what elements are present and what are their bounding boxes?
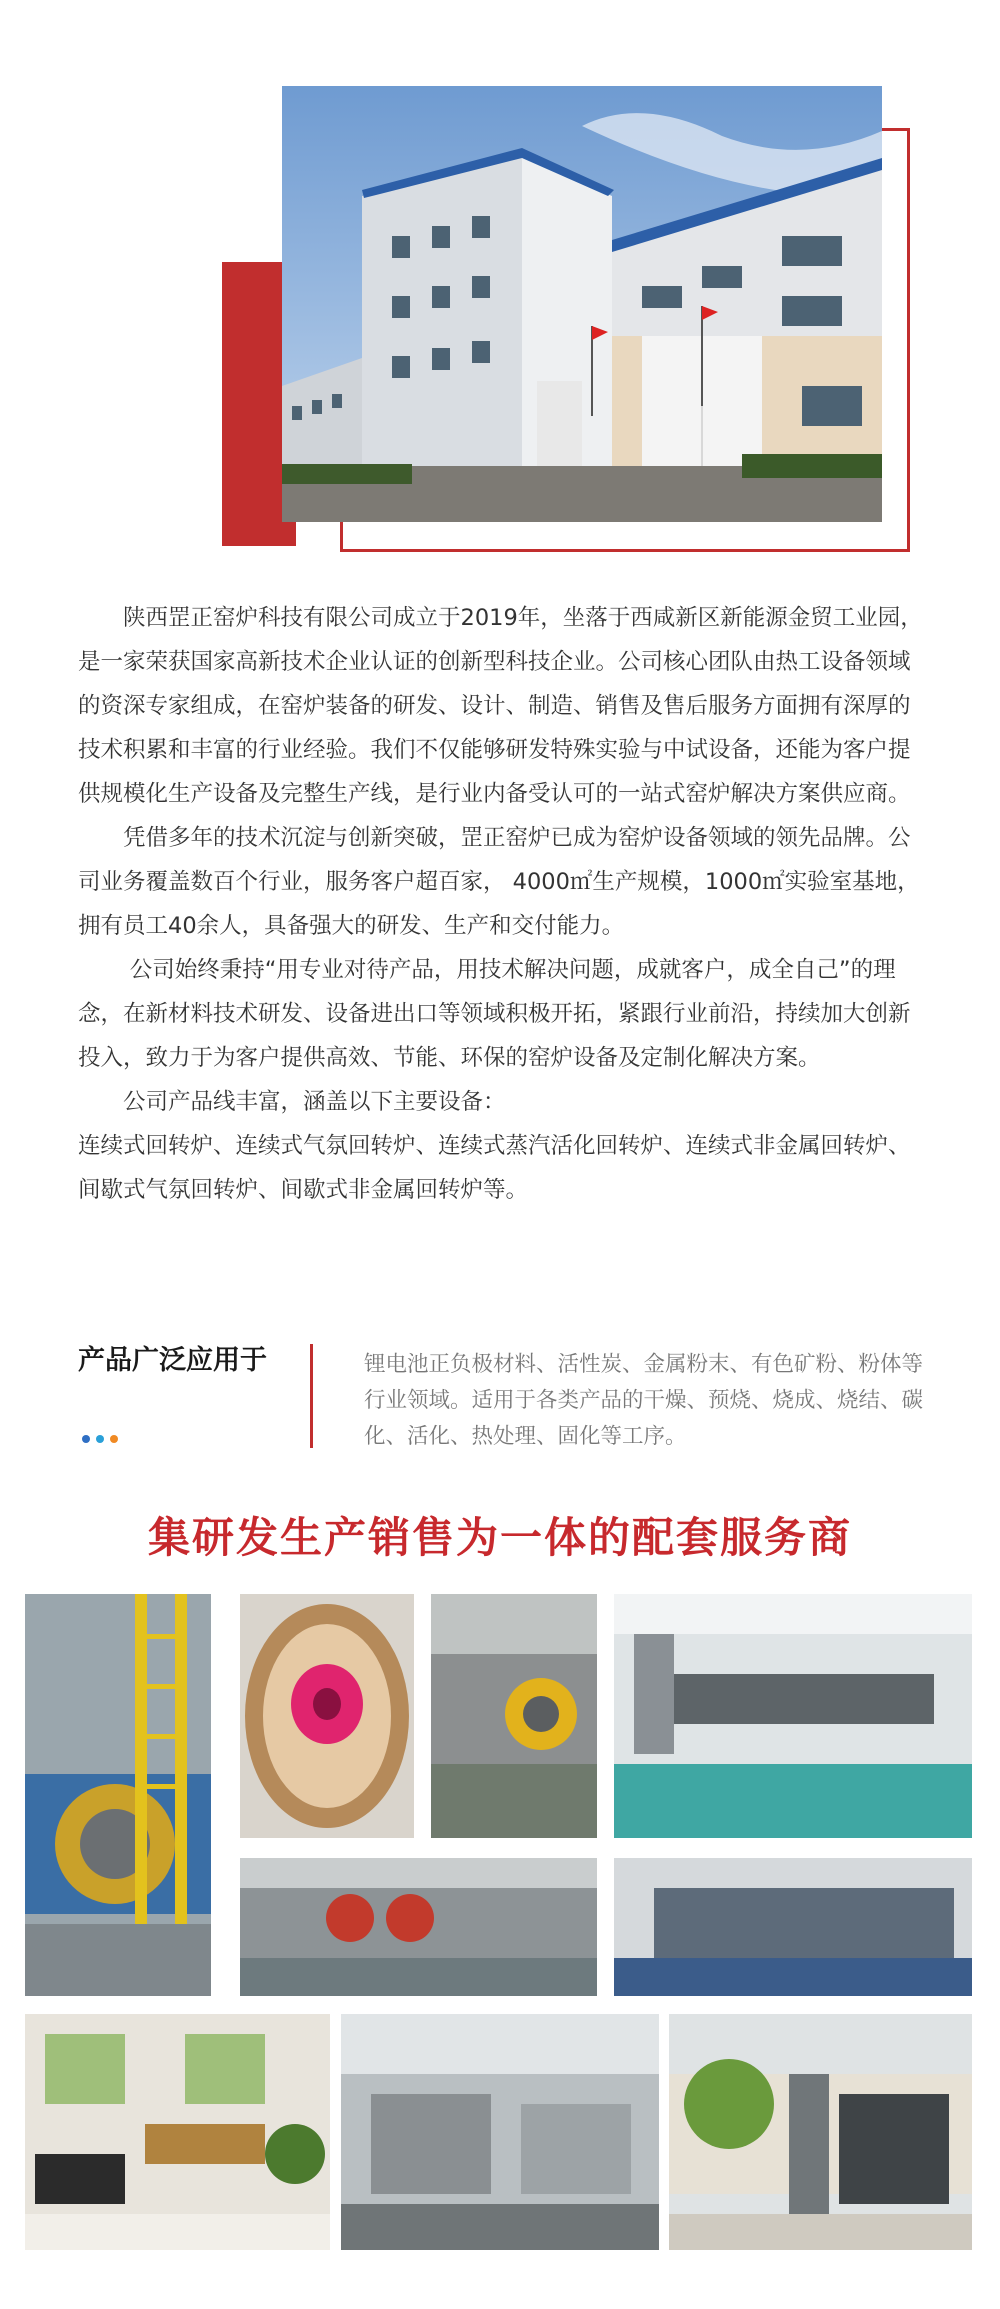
kiln-row-blue-frame-photo bbox=[614, 1858, 972, 1996]
red-divider-line bbox=[310, 1344, 313, 1448]
company-introduction bbox=[78, 596, 926, 1212]
decorative-dots bbox=[82, 1428, 124, 1438]
office-room-photo bbox=[25, 2014, 330, 2250]
factory-building-photo bbox=[282, 86, 882, 522]
applications-text: 锂电池正负极材料、活性炭、金属粉末、有色矿粉、粉体等行业领域。适用于各类产品的干燥、预烧、烧成、烧结、碳化、活化、热处理、固化等工序。 bbox=[364, 1352, 924, 1449]
workshop-production-line-photo bbox=[614, 1594, 972, 1838]
intro-paragraph-1: 陕西罡正窑炉科技有限公司成立于2019年，坐落于西咸新区新能源金贸工业园，是一家荣获国家高新技术企业认证的创新型科技企业。公司核心团队由热工设备领域的资深专家组成，在窑炉装备的研发、设计、制造、销售及售后服务方面拥有深厚的技术积累和丰富的行业经验。我们不仅能够研发特殊实验与中试设备，还能为客户提供规模化生产设备及完整生产线，是行业内备受认可的一站式窑炉解决方案供应商。 bbox=[78, 605, 923, 807]
product-line-list: 连续式回转炉、连续式气氛回转炉、连续式蒸汽活化回转炉、连续式非金属回转炉、间歇式气氛回转炉、间歇式非金属回转炉等。 bbox=[78, 1133, 911, 1203]
intro-paragraph-4: 公司产品线丰富，涵盖以下主要设备： bbox=[123, 1089, 506, 1115]
intro-paragraph-2: 凭借多年的技术沉淀与创新突破，罡正窑炉已成为窑炉设备领域的领先品牌。公司业务覆盖数百个行业，服务客户超百家， 4000㎡生产规模，1000㎡实验室基地，拥有员工40余人，具备强大的研发、生产和交付能力。 bbox=[78, 825, 920, 939]
slogan-heading: 集研发生产销售为一体的配套服务商 bbox=[147, 1513, 852, 1562]
kiln-row-red-rollers-photo bbox=[240, 1858, 597, 1996]
dot-cyan bbox=[96, 1435, 104, 1443]
kiln-drum-yellow-frame-photo bbox=[431, 1594, 597, 1838]
company-gate-photo bbox=[669, 2014, 972, 2250]
rotary-kiln-ladder-photo bbox=[25, 1594, 211, 1996]
dot-blue bbox=[82, 1435, 90, 1443]
applications-title: 产品广泛应用于 bbox=[78, 1345, 267, 1376]
workshop-interior-photo bbox=[341, 2014, 659, 2250]
furnace-tube-interior-photo bbox=[240, 1594, 414, 1838]
dot-orange bbox=[110, 1435, 118, 1443]
intro-paragraph-3: 公司始终秉持“用专业对待产品，用技术解决问题，成就客户，成全自己”的理念，在新材料技术研发、设备进出口等领域积极开拓，紧跟行业前沿，持续加大创新投入，致力于为客户提供高效、节能、环保的窑炉设备及定制化解决方案。 bbox=[78, 957, 911, 1071]
